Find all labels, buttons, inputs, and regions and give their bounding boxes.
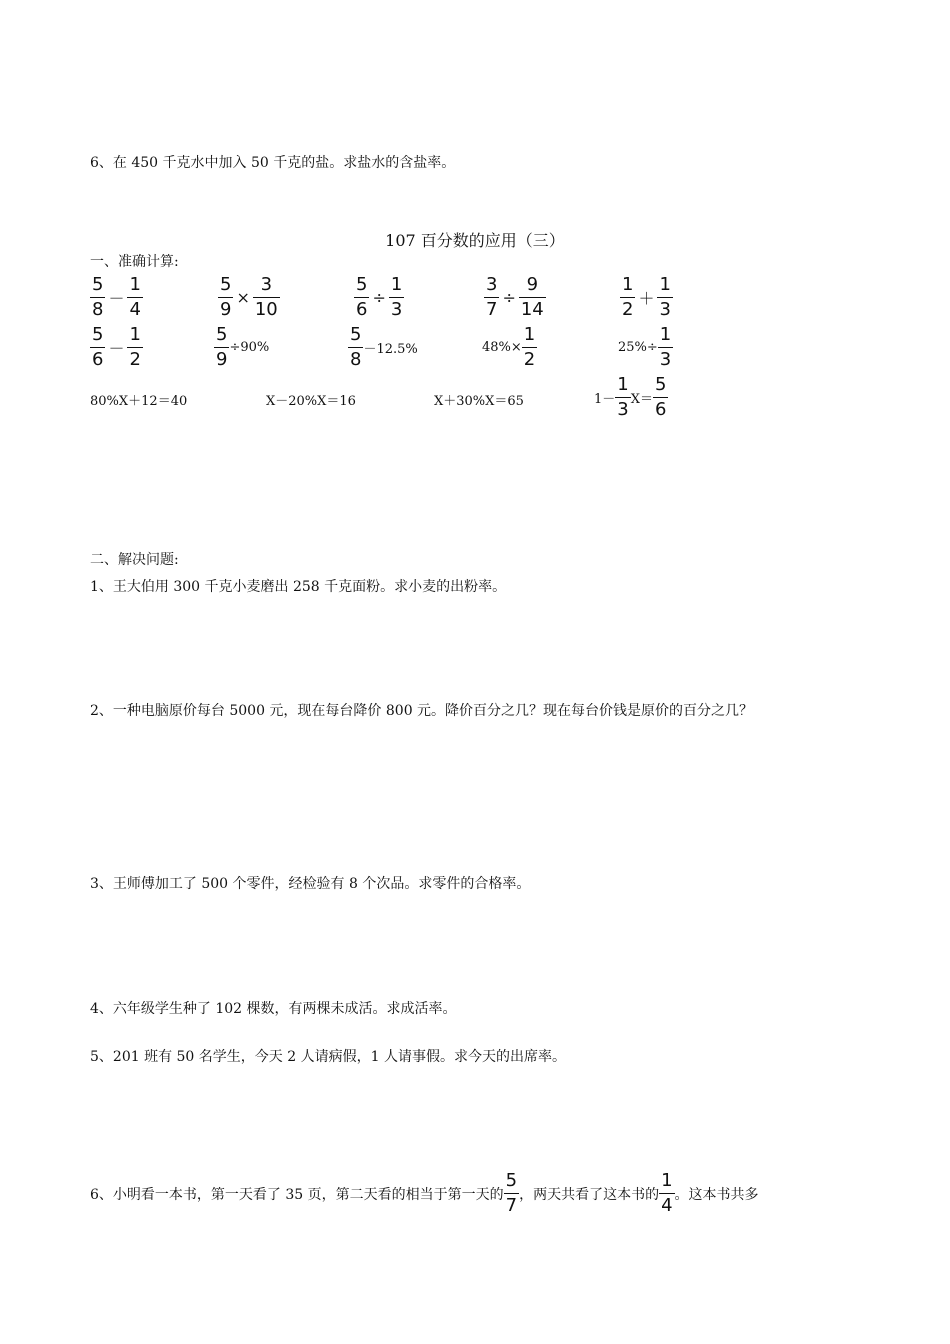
calc-1-4	[484, 276, 546, 319]
numerator: 1	[657, 276, 672, 298]
page-title: 107 百分数的应用（三）	[385, 231, 565, 250]
fraction	[653, 376, 668, 419]
denominator: 6	[655, 399, 667, 420]
equation-3: X＋30%X＝65	[434, 394, 524, 409]
fraction	[658, 326, 673, 369]
math-text: ÷	[372, 288, 386, 307]
denominator: 2	[129, 349, 141, 370]
math-text: ＋	[638, 289, 655, 308]
denominator: 6	[92, 349, 104, 370]
section2-heading: 二、解决问题:	[90, 552, 179, 568]
numerator: 5	[348, 326, 363, 348]
math-text: 48%×	[482, 340, 522, 355]
fraction	[657, 276, 672, 319]
numerator: 5	[90, 326, 105, 348]
fraction	[218, 276, 233, 319]
calc-2-4	[482, 326, 537, 369]
fraction	[348, 326, 363, 369]
numerator: 5	[354, 276, 369, 298]
denominator: 9	[216, 349, 228, 370]
fraction	[127, 326, 142, 369]
fraction	[90, 326, 105, 369]
problem-6: 6、小明看一本书，第一天看了 35 页，第二天看的相当于第一天的 $\frac{5}{7}$ ，两天共看了这本书的 $\frac{1}{4}$ 。这本书共多	[90, 1170, 759, 1216]
calc-2-3	[348, 326, 418, 369]
problem-3: 3、王师傅加工了 500 个零件，经检验有 8 个次品。求零件的合格率。	[90, 876, 531, 892]
fraction	[620, 276, 635, 319]
problem-1: 1、王大伯用 300 千克小麦磨出 258 千克面粉。求小麦的出粉率。	[90, 579, 507, 595]
math-text: ÷90%	[229, 340, 270, 355]
calc-1-2	[218, 276, 280, 319]
numerator: 1	[615, 376, 630, 398]
denominator: 10	[254, 299, 278, 320]
calc-2-5	[618, 326, 673, 369]
top-problem: 6、在 450 千克水中加入 50 千克的盐。求盐水的含盐率。	[90, 155, 456, 171]
denominator: 3	[390, 299, 403, 320]
fraction	[504, 1172, 519, 1215]
fraction	[522, 326, 537, 369]
fraction	[127, 276, 142, 319]
denominator: 2	[622, 299, 634, 320]
denominator: 6	[356, 299, 368, 320]
numerator: 5	[218, 276, 233, 298]
math-text: －	[108, 289, 125, 308]
denominator: 9	[220, 299, 232, 320]
fraction	[90, 276, 105, 319]
fraction	[389, 276, 404, 319]
denominator: 4	[661, 1195, 673, 1216]
numerator: 1	[620, 276, 635, 298]
math-text: －	[108, 339, 125, 358]
denominator: 14	[520, 299, 544, 320]
denominator: 2	[523, 349, 536, 370]
denominator: 3	[617, 399, 629, 420]
calc-1-3	[354, 276, 404, 319]
equation-2: X－20%X＝16	[266, 394, 356, 409]
numerator: 1	[659, 1172, 674, 1194]
calc-2-1	[90, 326, 143, 369]
numerator: 5	[504, 1172, 519, 1194]
numerator: 3	[253, 276, 280, 298]
numerator: 1	[389, 276, 404, 298]
fraction	[519, 276, 546, 319]
numerator: 1	[522, 326, 537, 348]
math-text: －12.5%	[363, 342, 418, 357]
equation-1: 80%X＋12＝40	[90, 394, 188, 409]
numerator: 1	[127, 276, 142, 298]
fraction	[214, 326, 229, 369]
numerator: 1	[658, 326, 673, 348]
denominator: 3	[659, 299, 671, 320]
denominator: 7	[505, 1195, 518, 1216]
numerator: 5	[653, 376, 668, 398]
denominator: 4	[129, 299, 141, 320]
calc-2-2	[214, 326, 269, 369]
problem-4: 4、六年级学生种了 102 棵数，有两棵未成活。求成活率。	[90, 1001, 457, 1017]
math-text: 25%÷	[618, 340, 658, 355]
calc-1-5	[620, 276, 673, 319]
fraction	[615, 376, 630, 419]
denominator: 8	[350, 349, 362, 370]
calc-1-1	[90, 276, 143, 319]
math-text: ÷	[502, 288, 516, 307]
numerator: 5	[90, 276, 105, 298]
numerator: 1	[127, 326, 142, 348]
section1-heading: 一、准确计算:	[90, 254, 179, 270]
numerator: 3	[484, 276, 499, 298]
denominator: 3	[659, 349, 672, 370]
problem-5: 5、201 班有 50 名学生，今天 2 人请病假，1 人请事假。求今天的出席率。	[90, 1049, 566, 1065]
denominator: 7	[486, 299, 498, 320]
math-text: X＝	[630, 392, 653, 407]
fraction	[253, 276, 280, 319]
fraction	[484, 276, 499, 319]
numerator: 5	[214, 326, 229, 348]
problem-2: 2、一种电脑原价每台 5000 元，现在每台降价 800 元。降价百分之几？现在每台价钱是原价的百分之几？	[90, 703, 754, 719]
math-text: ×	[236, 288, 250, 307]
equation-4	[594, 376, 668, 419]
fraction	[659, 1172, 674, 1215]
math-text: 1－	[594, 392, 616, 407]
denominator: 8	[92, 299, 104, 320]
numerator: 9	[519, 276, 546, 298]
fraction	[354, 276, 369, 319]
